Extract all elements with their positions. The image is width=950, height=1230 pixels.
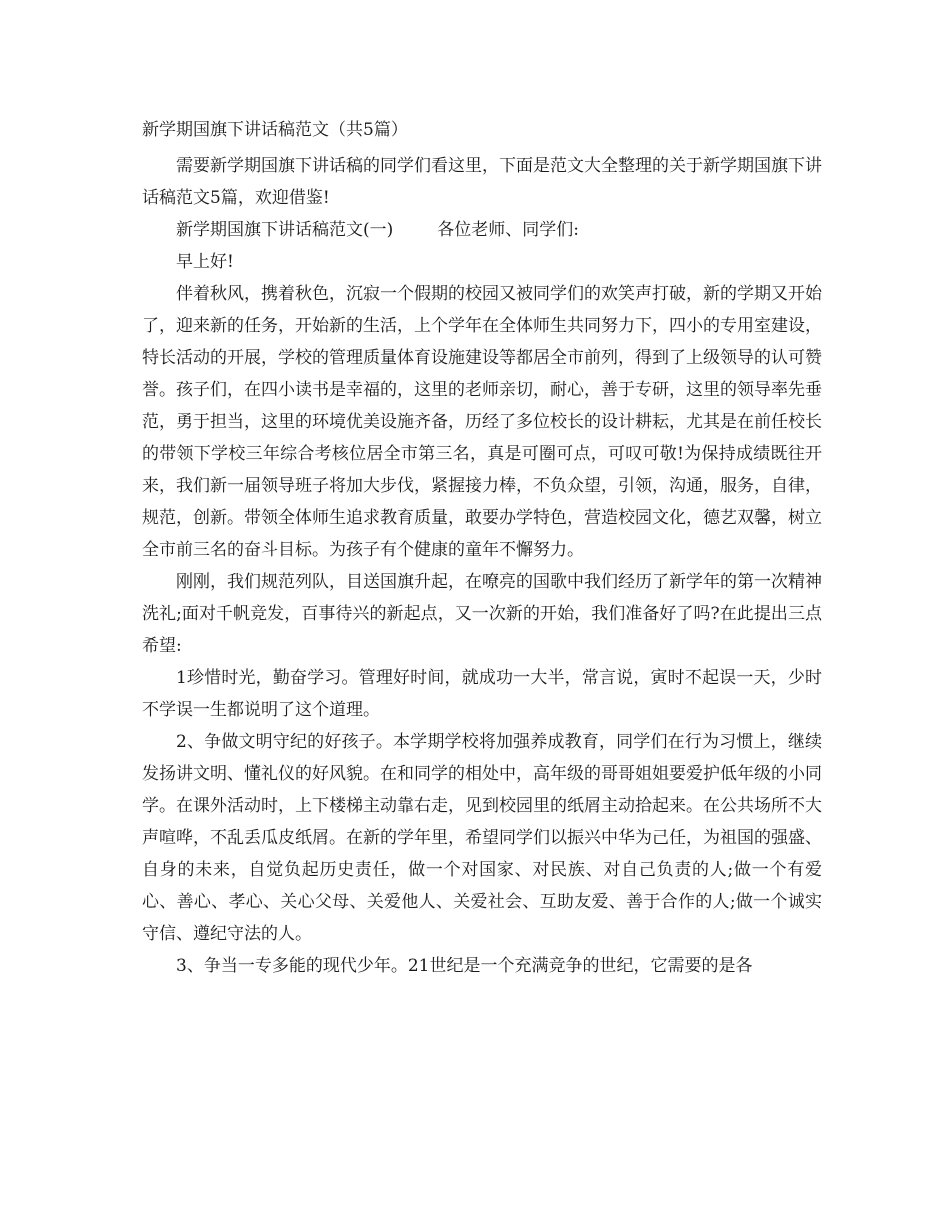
body-paragraph-3: 1珍惜时光，勤奋学习。管理好时间，就成功一大半，常言说，寅时不起误一天，少时不学误一生都说明了这个道理。 xyxy=(142,668,822,720)
section-heading-line xyxy=(142,214,822,246)
intro-paragraph: 需要新学期国旗下讲话稿的同学们看这里，下面是范文大全整理的关于新学期国旗下讲话稿范文5篇，欢迎借鉴! xyxy=(142,156,822,208)
document-title: 新学期国旗下讲话稿范文（共5篇） xyxy=(142,120,408,140)
body-paragraph-4: 2、争做文明守纪的好孩子。本学期学校将加强养成教育，同学们在行为习惯上，继续发扬讲文明、懂礼仪的好风貌。在和同学的相处中，高年级的哥哥姐姐要爱护低年级的小同学。在课外活动时，上下楼梯主动靠右走，见到校园里的纸屑主动拾起来。在公共场所不大声喧哗，不乱丢瓜皮纸屑。在新的学年里，希望同学们以振兴中华为己任，为祖国的强盛、自身的未来，自觉负起历史责任，做一个对国家、对民族、对自己负责的人;做一个有爱心、善心、孝心、关心父母、关爱他人、关爱社会、互助友爱、善于合作的人;做一个诚实守信、遵纪守法的人。 xyxy=(142,732,822,944)
greeting: 早上好! xyxy=(176,252,234,272)
body-paragraph-2: 刚刚，我们规范列队，目送国旗升起，在嘹亮的国歌中我们经历了新学年的第一次精神洗礼;面对千帆竞发，百事待兴的新起点，又一次新的开始，我们准备好了吗?在此提出三点希望: xyxy=(142,572,822,656)
section-title: 新学期国旗下讲话稿范文(一) xyxy=(176,220,394,240)
body-paragraph-1: 伴着秋风，携着秋色，沉寂一个假期的校园又被同学们的欢笑声打破，新的学期又开始了，迎来新的任务，开始新的生活，上个学年在全体师生共同努力下，四小的专用室建设，特长活动的开展，学校的管理质量体育设施建设等都居全市前列，得到了上级领导的认可赞誉。孩子们，在四小读书是幸福的，这里的老师亲切，耐心，善于专研，这里的领导率先垂范，勇于担当，这里的环境优美设施齐备，历经了多位校长的设计耕耘，尤其是在前任校长的带领下学校三年综合考核位居全市第三名，真是可圈可点，可叹可敬!为保持成绩既往开来，我们新一届领导班子将加大步伐，紧握接力棒，不负众望，引领，沟通，服务，自律，规范，创新。带领全体师生追求教育质量，敢要办学特色，营造校园文化，德艺双馨，树立全市前三名的奋斗目标。为孩子有个健康的童年不懈努力。 xyxy=(142,284,822,560)
salutation: 各位老师、同学们: xyxy=(437,220,579,240)
document-body xyxy=(142,118,822,982)
body-paragraph-5: 3、争当一专多能的现代少年。21世纪是一个充满竞争的世纪，它需要的是各 xyxy=(176,956,753,976)
